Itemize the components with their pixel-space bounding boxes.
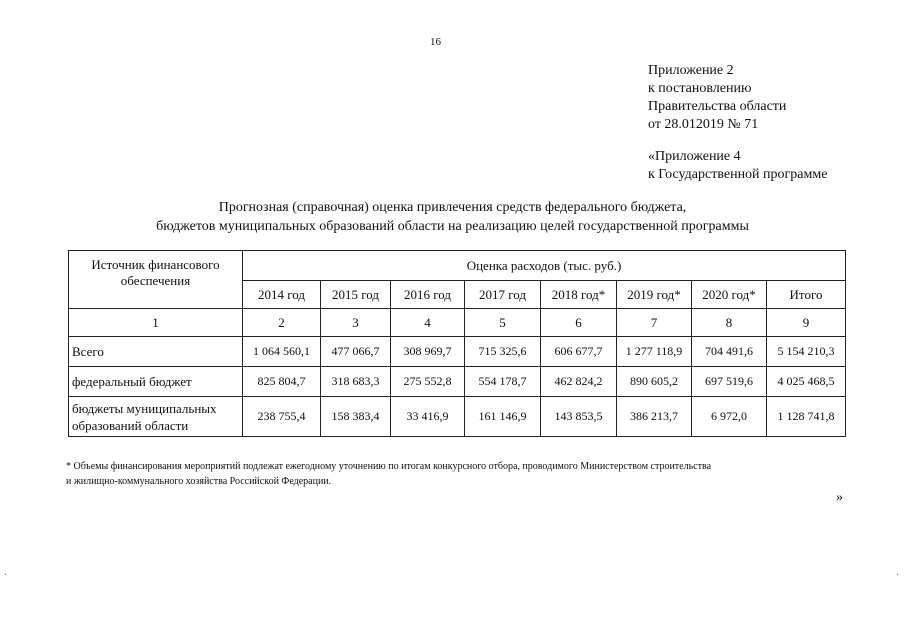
table-row bbox=[69, 397, 846, 437]
source-header: Источник финансового обеспечения bbox=[69, 251, 243, 309]
table-cell: 308 969,7 bbox=[391, 337, 465, 367]
year-header: 2016 год bbox=[391, 281, 465, 309]
table-cell: 1 277 118,9 bbox=[617, 337, 692, 367]
table-cell: 477 066,7 bbox=[321, 337, 391, 367]
table-cell: 697 519,6 bbox=[692, 367, 767, 397]
year-header: 2019 год* bbox=[617, 281, 692, 309]
page-number: 16 bbox=[430, 36, 441, 48]
column-number: 2 bbox=[243, 309, 321, 337]
table-cell: 715 325,6 bbox=[465, 337, 541, 367]
appendix-ref-line: к Государственной программе bbox=[648, 167, 828, 182]
column-number: 1 bbox=[69, 309, 243, 337]
year-header: 2015 год bbox=[321, 281, 391, 309]
appendix-line: к постановлению bbox=[648, 81, 752, 96]
table-cell: 462 824,2 bbox=[541, 367, 617, 397]
financing-table bbox=[68, 250, 846, 437]
document-title bbox=[0, 198, 905, 236]
column-number: 3 bbox=[321, 309, 391, 337]
table-cell: 143 853,5 bbox=[541, 397, 617, 437]
table-cell: 606 677,7 bbox=[541, 337, 617, 367]
column-number: 9 bbox=[767, 309, 846, 337]
appendix-line: Приложение 2 bbox=[648, 63, 734, 78]
appendix-block bbox=[648, 62, 786, 134]
column-number: 7 bbox=[617, 309, 692, 337]
year-header: 2014 год bbox=[243, 281, 321, 309]
row-label: Всего bbox=[69, 337, 243, 367]
title-line-1: Прогнозная (справочная) оценка привлечения средств федерального бюджета, bbox=[218, 200, 687, 215]
table-row bbox=[69, 367, 846, 397]
appendix-ref-line: «Приложение 4 bbox=[648, 149, 741, 164]
table-cell: 4 025 468,5 bbox=[767, 367, 846, 397]
table-cell: 238 755,4 bbox=[243, 397, 321, 437]
table-cell: 33 416,9 bbox=[391, 397, 465, 437]
table-cell: 554 178,7 bbox=[465, 367, 541, 397]
table-cell: 318 683,3 bbox=[321, 367, 391, 397]
table-cell: 6 972,0 bbox=[692, 397, 767, 437]
table-cell: 5 154 210,3 bbox=[767, 337, 846, 367]
appendix-line: Правительства области bbox=[648, 99, 787, 114]
table-cell: 890 605,2 bbox=[617, 367, 692, 397]
expenses-header: Оценка расходов (тыс. руб.) bbox=[243, 251, 846, 281]
table-cell: 1 064 560,1 bbox=[243, 337, 321, 367]
row-label: федеральный бюджет bbox=[69, 367, 243, 397]
scan-edge-mark-right: · bbox=[896, 570, 900, 581]
table-row bbox=[69, 337, 846, 367]
total-header: Итого bbox=[767, 281, 846, 309]
closing-quote-mark: » bbox=[836, 490, 843, 505]
column-number: 5 bbox=[465, 309, 541, 337]
footnote bbox=[66, 459, 856, 489]
column-number: 6 bbox=[541, 309, 617, 337]
year-header: 2018 год* bbox=[541, 281, 617, 309]
column-number: 8 bbox=[692, 309, 767, 337]
footnote-line-2: и жилищно-коммунального хозяйства Российской Федерации. bbox=[66, 476, 332, 487]
footnote-line-1: * Объемы финансирования мероприятий подлежат ежегодному уточнению по итогам конкурсного отбора, проводимого Министерством строительства bbox=[66, 461, 712, 472]
appendix-reference-block bbox=[648, 148, 827, 184]
table-cell: 825 804,7 bbox=[243, 367, 321, 397]
table-cell: 704 491,6 bbox=[692, 337, 767, 367]
column-number: 4 bbox=[391, 309, 465, 337]
appendix-line: от 28.012019 № 71 bbox=[648, 117, 759, 132]
table-cell: 386 213,7 bbox=[617, 397, 692, 437]
row-label: бюджеты муниципальных образований области bbox=[69, 397, 243, 437]
table-cell: 161 146,9 bbox=[465, 397, 541, 437]
year-header: 2017 год bbox=[465, 281, 541, 309]
title-line-2: бюджетов муниципальных образований области на реализацию целей государственной программы bbox=[156, 219, 749, 234]
scan-edge-mark-left: · bbox=[4, 570, 8, 581]
year-header: 2020 год* bbox=[692, 281, 767, 309]
table-cell: 275 552,8 bbox=[391, 367, 465, 397]
table-cell: 158 383,4 bbox=[321, 397, 391, 437]
table-cell: 1 128 741,8 bbox=[767, 397, 846, 437]
